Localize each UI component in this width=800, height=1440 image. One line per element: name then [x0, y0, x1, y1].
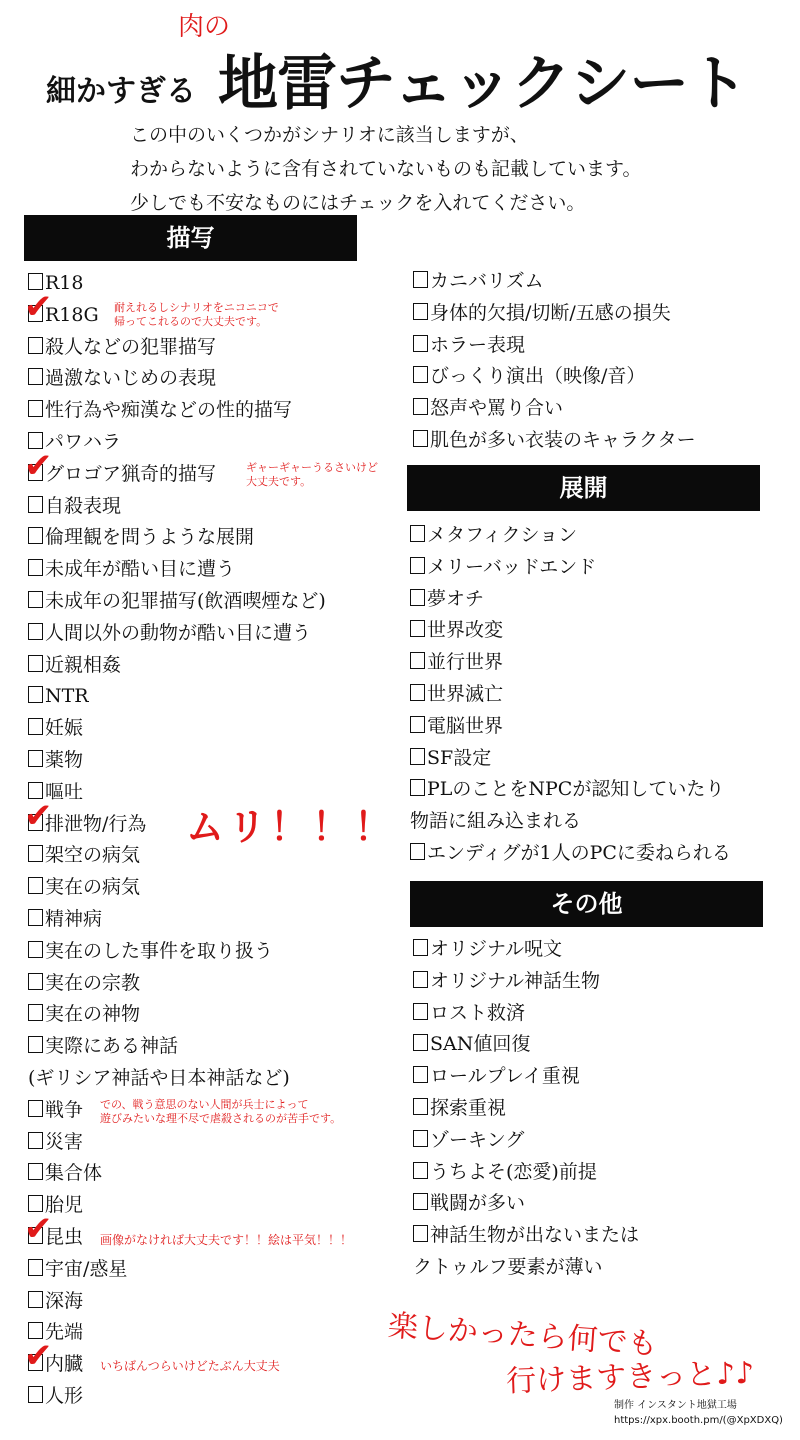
checklist-item-label: ゾーキング: [430, 1128, 525, 1151]
checkbox[interactable]: [28, 1163, 43, 1180]
checkbox[interactable]: [410, 652, 425, 669]
checklist-item: [413, 934, 639, 966]
checklist-item: [28, 936, 326, 968]
checklist-item: [410, 584, 731, 616]
checklist-item-label: ロスト救済: [430, 1001, 526, 1024]
checklist-item: [28, 968, 326, 1000]
checkbox[interactable]: [413, 335, 428, 352]
checkbox[interactable]: [410, 779, 425, 796]
handwritten-comment-line1: 楽しかったら何でも: [386, 1308, 659, 1363]
checklist-item: [28, 1031, 326, 1063]
checkbox[interactable]: [28, 1100, 43, 1117]
checkbox[interactable]: [28, 623, 43, 640]
checkbox[interactable]: [410, 748, 425, 765]
checklist-item-label: 世界滅亡: [427, 682, 504, 705]
checklist-item-label: 怒声や罵り合い: [430, 397, 564, 420]
checklist-item-label: 電脳世界: [427, 714, 504, 737]
checklist-item-label: カニバリズム: [430, 270, 544, 292]
checklist-item-label: 未成年が酷い目に遭う: [45, 558, 236, 581]
checklist-item-label: 実際にある神話: [45, 1035, 179, 1058]
intro-line: 少しでも不安なものにはチェックを入れてください。: [130, 192, 586, 214]
checklist-item: [410, 806, 731, 838]
checklist-item: [413, 1029, 639, 1061]
checklist-item-label: 実在の宗教: [45, 971, 141, 994]
checklist-item-label: 昆虫: [45, 1225, 84, 1248]
checklist-item: [28, 1286, 326, 1318]
checklist-item-label: (ギリシア神話や日本神話など): [28, 1066, 290, 1089]
checklist-item-label: 嘔吐: [45, 780, 84, 803]
checkbox[interactable]: [413, 1098, 428, 1115]
checklist-item: [413, 425, 696, 457]
checkbox[interactable]: [410, 843, 425, 860]
checkbox[interactable]: [28, 496, 43, 513]
checkbox[interactable]: [413, 366, 428, 383]
checklist-item: [28, 1317, 326, 1349]
checklist-item-label: R18G: [45, 303, 99, 326]
note-haisetsu: ムリ！！！: [186, 805, 397, 849]
checklist-item: [410, 615, 731, 647]
checklist-item: [28, 332, 326, 364]
checklist-item: [28, 650, 326, 682]
title-handwritten-note: 肉の: [178, 12, 231, 42]
checklist-item: [413, 966, 639, 998]
checklist-item-label: NTR: [45, 685, 89, 708]
checkbox[interactable]: [413, 1003, 428, 1020]
checklist-item: [28, 1190, 326, 1222]
checklist-item-label: SF設定: [427, 746, 492, 769]
checkbox[interactable]: [413, 1066, 428, 1083]
checklist-item-label: 人間以外の動物が酷い目に遭う: [45, 621, 312, 644]
checkbox[interactable]: [28, 941, 43, 958]
checklist-item-label: 物語に組み込まれる: [410, 810, 582, 833]
checklist-item: [28, 522, 326, 554]
checklist-item-label: 集合体: [45, 1162, 103, 1185]
checklist-item: [413, 393, 696, 425]
checklist-item: [28, 1127, 326, 1159]
checklist-item-label: グロゴア猟奇的描写: [45, 462, 217, 485]
checklist-item-label: 薬物: [45, 748, 84, 771]
checklist-item: [410, 743, 731, 775]
checkbox[interactable]: [28, 1132, 43, 1149]
checklist-item-label: 精神病: [45, 907, 103, 930]
checklist-item: [28, 904, 326, 936]
checklist-item-label: びっくり演出（映像/音）: [430, 365, 646, 388]
check-mark-icon: ✔: [24, 1336, 53, 1377]
checklist-item: [28, 491, 326, 523]
checkbox[interactable]: [413, 1225, 428, 1242]
checkbox[interactable]: [28, 750, 43, 767]
checkbox[interactable]: [410, 557, 425, 574]
checkbox[interactable]: [28, 1386, 43, 1403]
checkbox[interactable]: [28, 1259, 43, 1276]
checklist-item-label: メタフィクション: [427, 524, 578, 546]
checklist-item: [28, 681, 326, 713]
checkbox[interactable]: [28, 337, 43, 354]
checklist-item: [410, 552, 731, 584]
checklist-item: [413, 330, 696, 362]
checkbox[interactable]: [410, 525, 425, 542]
page-title: 地雷チェックシート: [218, 49, 748, 119]
checklist-item: [28, 745, 326, 777]
checklist-item-label: 未成年の犯罪描写(飲酒喫煙など): [45, 589, 326, 612]
checklist-item: [28, 363, 326, 395]
checklist-item-label: 過激ないじめの表現: [45, 367, 217, 390]
checklist-item-label: 戦闘が多い: [430, 1192, 526, 1215]
checkbox[interactable]: [28, 400, 43, 417]
checklist-item-label: 実在の病気: [45, 876, 141, 899]
checklist-item-label: ロールプレイ重視: [430, 1065, 580, 1088]
checklist-item: [410, 679, 731, 711]
handwritten-comment-line2: 行けますきっと♪♪: [505, 1355, 755, 1400]
checklist-item-label: 胎児: [45, 1194, 84, 1217]
checklist-item: [28, 268, 326, 300]
checkbox[interactable]: [410, 620, 425, 637]
checkbox[interactable]: [28, 527, 43, 544]
checklist-item: [28, 395, 326, 427]
checklist-item-label: 妊娠: [45, 717, 84, 740]
checkbox[interactable]: [28, 655, 43, 672]
checklist-item-label: R18: [45, 272, 84, 294]
checkbox[interactable]: [410, 684, 425, 701]
checklist-item: [413, 998, 639, 1030]
check-mark-icon: ✔: [24, 445, 53, 486]
checklist-item: [413, 1125, 639, 1157]
checklist-item-label: オリジナル呪文: [430, 938, 563, 960]
checkbox[interactable]: [28, 591, 43, 608]
checklist-right-tenkai: [410, 520, 731, 870]
note-r18g: 耐えれるしシナリオをニコニコで 帰ってこれるので大丈夫です。: [114, 301, 279, 328]
checklist-item-label: クトゥルフ要素が薄い: [413, 1255, 603, 1278]
checklist-item-label: 内臓: [45, 1353, 84, 1376]
checklist-item: [413, 266, 696, 298]
checklist-item-label: 神話生物が出ないまたは: [430, 1224, 640, 1247]
checklist-item-label: 殺人などの犯罪描写: [45, 335, 217, 358]
checkbox[interactable]: [413, 1193, 428, 1210]
checkbox[interactable]: [413, 271, 428, 288]
checklist-item-label: 先端: [45, 1321, 84, 1344]
checklist-item-label: エンディグが1人のPCに委ねられる: [427, 841, 731, 864]
intro-text: [130, 118, 641, 220]
note-senso: での、戦う意思のない人間が兵士によって 遊びみたいな理不尽で虐殺されるのが苦手です。: [100, 1098, 342, 1125]
checklist-item-label: 肌色が多い衣装のキャラクター: [430, 428, 696, 451]
note-konchu: 画像がなければ大丈夫です！！絵は平気！！！: [100, 1233, 353, 1247]
checkbox[interactable]: [28, 973, 43, 990]
checkbox[interactable]: [413, 398, 428, 415]
checklist-item-label: 倫理観を問うような展開: [45, 526, 255, 549]
checklist-item-label: メリーバッドエンド: [427, 555, 597, 578]
checklist-item: [28, 872, 326, 904]
title-prefix: 細かすぎる: [46, 74, 196, 109]
checkbox[interactable]: [413, 430, 428, 447]
checklist-item: [413, 1252, 639, 1284]
checkbox[interactable]: [28, 686, 43, 703]
checklist-item: [413, 1061, 639, 1093]
checklist-item-label: うちよそ(恋愛)前提: [430, 1160, 597, 1183]
checkbox[interactable]: [410, 589, 425, 606]
checklist-item-label: 宇宙/惑星: [45, 1257, 128, 1280]
checkbox[interactable]: [28, 1004, 43, 1021]
checklist-item: [410, 520, 731, 552]
checklist-item: [28, 554, 326, 586]
checkbox[interactable]: [28, 1291, 43, 1308]
checklist-item-label: 性行為や痴漢などの性的描写: [45, 399, 293, 422]
section-header-byousha: 描写: [24, 215, 357, 261]
checkbox[interactable]: [413, 1130, 428, 1147]
checklist-item: [410, 774, 731, 806]
checklist-item: [28, 1254, 326, 1286]
checkbox[interactable]: [28, 559, 43, 576]
credit: 制作 インスタント地獄工場 https://xpx.booth.pm/(@XpXDXQ): [614, 1400, 783, 1426]
checkbox[interactable]: [413, 1162, 428, 1179]
checklist-item-label: 深海: [45, 1289, 84, 1312]
checkbox[interactable]: [28, 845, 43, 862]
checklist-right-sonota: [413, 934, 639, 1284]
checklist-item: [413, 1157, 639, 1189]
checkbox[interactable]: [28, 1036, 43, 1053]
checklist-item-label: 近親相姦: [45, 653, 122, 676]
checklist-item-label: 実在の神物: [45, 1003, 141, 1026]
checklist-item-label: 架空の病気: [45, 844, 141, 867]
checkbox[interactable]: [410, 716, 425, 733]
checklist-item-label: ホラー表現: [430, 333, 526, 356]
checklist-right-byousha: [413, 266, 696, 457]
intro-line: この中のいくつかがシナリオに該当しますが、: [130, 124, 529, 146]
checklist-item: [413, 1093, 639, 1125]
checkbox[interactable]: [413, 1034, 428, 1051]
checklist-item: [28, 999, 326, 1031]
checklist-item-label: SAN値回復: [430, 1033, 531, 1056]
checklist-item-label: 戦争: [45, 1098, 84, 1121]
check-mark-icon: ✔: [24, 286, 53, 327]
checklist-item-label: 世界改変: [427, 619, 504, 642]
checklist-item-label: オリジナル神話生物: [430, 969, 601, 992]
checklist-item-label: 自殺表現: [45, 494, 122, 517]
checklist-item: [28, 586, 326, 618]
checkbox[interactable]: [28, 877, 43, 894]
checklist-item: [28, 713, 326, 745]
checklist-item-label: 人形: [45, 1384, 84, 1407]
checkbox[interactable]: [413, 303, 428, 320]
checklist-item: [410, 838, 731, 870]
intro-line: わからないように含有されていないものも記載しています。: [130, 158, 642, 180]
checkbox[interactable]: [413, 939, 428, 956]
checklist-item-label: 夢オチ: [427, 587, 485, 610]
title-area: [0, 0, 800, 120]
checklist-item: [28, 1063, 326, 1095]
checklist-item: [410, 647, 731, 679]
section-header-tenkai: 展開: [407, 465, 760, 511]
checklist-item-label: PLのことをNPCが認知していたり: [427, 778, 725, 801]
checklist-item: [28, 427, 326, 459]
check-mark-icon: ✔: [24, 795, 53, 836]
section-header-sonota: その他: [410, 881, 763, 927]
checklist-item-label: 並行世界: [427, 651, 504, 674]
checklist-item-label: 実在のした事件を取り扱う: [45, 939, 274, 962]
checklist-item: [413, 1220, 639, 1252]
checklist-item-label: 身体的欠損/切断/五感の損失: [430, 301, 671, 324]
checkbox[interactable]: [28, 368, 43, 385]
checklist-item-label: 災害: [45, 1130, 84, 1153]
checklist-item-label: 排泄物/行為: [45, 812, 147, 835]
checklist-item: [413, 298, 696, 330]
note-naizo: いちばんつらいけどたぶん大丈夫: [100, 1359, 280, 1373]
checkbox[interactable]: [28, 909, 43, 926]
checklist-item: [413, 1188, 639, 1220]
checklist-item: [28, 1381, 326, 1413]
checklist-item: [28, 618, 326, 650]
checklist-item-label: パワハラ: [45, 430, 122, 453]
checklist-item: [28, 1158, 326, 1190]
checkbox[interactable]: [413, 971, 428, 988]
note-guro: ギャーギャーうるさいけど 大丈夫です。: [246, 461, 378, 488]
checklist-item: [410, 711, 731, 743]
checklist-item-label: 探索重視: [430, 1096, 507, 1119]
check-mark-icon: ✔: [24, 1208, 53, 1249]
checklist-item: [413, 361, 696, 393]
checkbox[interactable]: [28, 718, 43, 735]
